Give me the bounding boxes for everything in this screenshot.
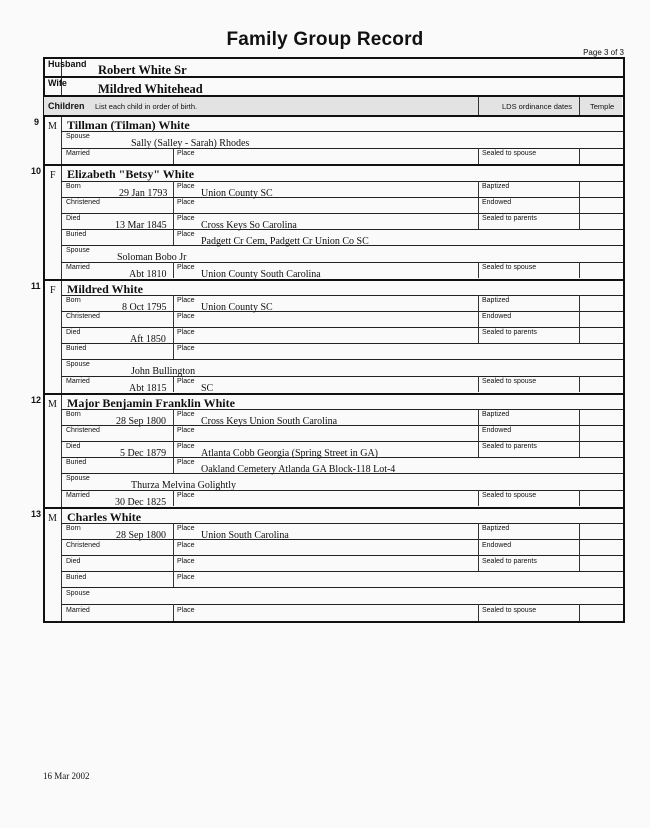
place-divider <box>173 490 174 506</box>
born-label: Born <box>66 411 81 418</box>
child-number: 9 <box>34 117 40 127</box>
place-label: Place <box>177 378 195 385</box>
rule <box>61 425 623 426</box>
buried-place: Oakland Cemetery Atlanda GA Block-118 Lot-4 <box>201 464 396 475</box>
temple-divider <box>579 523 580 571</box>
place-label: Place <box>177 492 195 499</box>
rule <box>61 213 623 214</box>
lds-col-divider <box>478 97 479 115</box>
lds-divider <box>478 490 479 506</box>
married-label: Married <box>66 607 90 614</box>
rule <box>61 409 623 410</box>
rule <box>61 523 623 524</box>
child-name: Mildred White <box>67 282 143 296</box>
rule <box>61 555 623 556</box>
lds-divider <box>478 409 479 457</box>
place-divider <box>173 604 174 621</box>
rule <box>61 457 623 458</box>
died-place: Cross Keys So Carolina <box>201 220 297 231</box>
place-divider <box>173 295 174 359</box>
sealed-spouse-label: Sealed to spouse <box>482 378 537 385</box>
married-label: Married <box>66 378 90 385</box>
place-label: Place <box>177 264 195 271</box>
lds-divider <box>478 181 479 229</box>
child-9-top-rule <box>43 115 623 117</box>
frame-left-border <box>43 57 45 623</box>
spouse-name: Thurza Melvina Golightly <box>131 480 236 491</box>
place-label: Place <box>177 329 195 336</box>
died-date: 5 Dec 1879 <box>120 448 167 459</box>
place-label: Place <box>177 525 195 532</box>
wife-label: Wife <box>48 78 67 88</box>
rule <box>61 587 623 588</box>
rule <box>61 245 623 246</box>
place-divider <box>173 376 174 392</box>
spouse-name: John Bullington <box>131 366 196 377</box>
rule <box>61 441 623 442</box>
sealed-spouse-label: Sealed to spouse <box>482 492 537 499</box>
child-name: Tillman (Tilman) White <box>67 118 190 132</box>
born-place: Cross Keys Union South Carolina <box>201 416 338 427</box>
child-12-top-rule <box>43 393 623 395</box>
footer-date: 16 Mar 2002 <box>43 771 90 781</box>
temple-divider <box>579 181 580 229</box>
baptized-label: Baptized <box>482 183 510 190</box>
spouse-label: Spouse <box>66 133 90 140</box>
place-label: Place <box>177 558 195 565</box>
temple-divider <box>579 409 580 457</box>
place-label: Place <box>177 427 195 434</box>
spouse-name: Sally (Salley - Sarah) Rhodes <box>131 138 250 149</box>
baptized-label: Baptized <box>482 297 510 304</box>
temple-divider <box>579 490 580 506</box>
rule <box>61 327 623 328</box>
endowed-label: Endowed <box>482 542 512 549</box>
page-number: Page 3 of 3 <box>583 48 624 57</box>
rule <box>61 311 623 312</box>
rule <box>61 229 623 230</box>
child-number: 11 <box>31 281 41 291</box>
married-place: SC <box>201 383 214 394</box>
spouse-label: Spouse <box>66 361 90 368</box>
christened-label: Christened <box>66 313 100 320</box>
rule <box>61 343 623 344</box>
married-date: Abt 1810 <box>129 269 167 280</box>
sealed-spouse-label: Sealed to spouse <box>482 150 537 157</box>
rule <box>61 262 623 263</box>
child-sex: M <box>48 399 57 410</box>
spouse-name: Soloman Bobo Jr <box>117 252 187 263</box>
child-10-top-rule <box>43 164 623 166</box>
child-13-top-rule <box>43 507 623 509</box>
married-label: Married <box>66 492 90 499</box>
rule <box>61 571 623 572</box>
child-number: 12 <box>31 395 42 405</box>
child-number: 13 <box>31 509 42 519</box>
place-divider <box>173 181 174 245</box>
died-label: Died <box>66 329 81 336</box>
spouse-label: Spouse <box>66 247 90 254</box>
place-label: Place <box>177 231 195 238</box>
endowed-label: Endowed <box>482 313 512 320</box>
page-title: Family Group Record <box>226 29 424 50</box>
place-label: Place <box>177 607 195 614</box>
rule <box>61 148 623 149</box>
born-label: Born <box>66 525 81 532</box>
place-divider <box>173 148 174 164</box>
lds-divider <box>478 295 479 343</box>
child-11-top-rule <box>43 279 623 281</box>
child-name: Major Benjamin Franklin White <box>67 396 235 410</box>
record-frame <box>31 57 623 623</box>
married-place: Union County South Carolina <box>201 269 321 280</box>
frame-right-border <box>623 57 625 623</box>
place-divider <box>173 409 174 473</box>
child-name: Elizabeth "Betsy" White <box>67 167 195 181</box>
died-date: 13 Mar 1845 <box>115 220 167 231</box>
married-label: Married <box>66 264 90 271</box>
rule <box>61 539 623 540</box>
died-label: Died <box>66 558 81 565</box>
rule <box>61 376 623 377</box>
born-date: 29 Jan 1793 <box>119 188 168 199</box>
frame-bottom-rule <box>43 621 623 623</box>
rule <box>61 490 623 491</box>
wife-top-rule <box>43 76 623 78</box>
sealed-parents-label: Sealed to parents <box>482 215 537 222</box>
christened-label: Christened <box>66 199 100 206</box>
lds-header: LDS ordinance dates <box>502 102 573 111</box>
born-place: Union County SC <box>201 302 273 313</box>
endowed-label: Endowed <box>482 427 512 434</box>
place-label: Place <box>177 199 195 206</box>
sealed-spouse-label: Sealed to spouse <box>482 264 537 271</box>
child-sex: M <box>48 513 57 524</box>
place-divider <box>173 262 174 278</box>
died-label: Died <box>66 215 81 222</box>
temple-divider <box>579 148 580 164</box>
husband-top-rule <box>43 57 623 59</box>
rule <box>61 181 623 182</box>
place-label: Place <box>177 297 195 304</box>
child-sex: F <box>50 285 56 296</box>
born-label: Born <box>66 297 81 304</box>
died-place: Atlanta Cobb Georgia (Spring Street in GA) <box>201 448 379 459</box>
place-label: Place <box>177 574 195 581</box>
place-label: Place <box>177 345 195 352</box>
baptized-label: Baptized <box>482 525 510 532</box>
place-label: Place <box>177 183 195 190</box>
children-instruction: List each child in order of birth. <box>95 102 198 111</box>
wife-name: Mildred Whitehead <box>98 82 203 96</box>
husband-label: Husband <box>48 59 87 69</box>
temple-col-divider <box>579 97 580 115</box>
buried-place: Padgett Cr Cem, Padgett Cr Union Co SC <box>201 236 369 247</box>
born-date: 28 Sep 1800 <box>116 530 166 541</box>
sealed-parents-label: Sealed to parents <box>482 558 537 565</box>
born-date: 28 Sep 1800 <box>116 416 166 427</box>
child-name: Charles White <box>67 510 142 524</box>
place-label: Place <box>177 150 195 157</box>
buried-label: Buried <box>66 574 87 581</box>
endowed-label: Endowed <box>482 199 512 206</box>
christened-label: Christened <box>66 542 100 549</box>
born-place: Union South Carolina <box>201 530 289 541</box>
sealed-parents-label: Sealed to parents <box>482 443 537 450</box>
died-date: Aft 1850 <box>130 334 166 345</box>
temple-divider <box>579 376 580 392</box>
married-date: 30 Dec 1825 <box>115 497 167 508</box>
married-date: Abt 1815 <box>129 383 167 394</box>
children-label: Children <box>48 101 85 111</box>
child-number: 10 <box>31 166 42 176</box>
died-label: Died <box>66 443 81 450</box>
rule <box>61 197 623 198</box>
child-sex: M <box>48 121 57 132</box>
spouse-label: Spouse <box>66 475 90 482</box>
place-label: Place <box>177 313 195 320</box>
place-label: Place <box>177 411 195 418</box>
lds-divider <box>478 376 479 392</box>
sealed-spouse-label: Sealed to spouse <box>482 607 537 614</box>
temple-divider <box>579 262 580 278</box>
husband-name: Robert White Sr <box>98 63 187 77</box>
lds-divider <box>478 262 479 278</box>
place-label: Place <box>177 542 195 549</box>
rule <box>61 295 623 296</box>
temple-divider <box>579 295 580 343</box>
rule <box>61 473 623 474</box>
christened-label: Christened <box>66 427 100 434</box>
lds-divider <box>478 523 479 571</box>
rule <box>61 359 623 360</box>
spouse-label: Spouse <box>66 590 90 597</box>
lds-divider <box>478 148 479 164</box>
rule <box>61 604 623 605</box>
buried-label: Buried <box>66 345 87 352</box>
temple-header: Temple <box>590 102 615 111</box>
baptized-label: Baptized <box>482 411 510 418</box>
born-label: Born <box>66 183 81 190</box>
child-sex: F <box>50 170 56 181</box>
buried-label: Buried <box>66 459 87 466</box>
born-date: 8 Oct 1795 <box>122 302 167 313</box>
sealed-parents-label: Sealed to parents <box>482 329 537 336</box>
married-label: Married <box>66 150 90 157</box>
temple-divider <box>579 604 580 621</box>
place-label: Place <box>177 215 195 222</box>
lds-divider <box>478 604 479 621</box>
born-place: Union County SC <box>201 188 273 199</box>
rule <box>61 131 623 132</box>
place-label: Place <box>177 443 195 450</box>
place-divider <box>173 523 174 587</box>
buried-label: Buried <box>66 231 87 238</box>
place-label: Place <box>177 459 195 466</box>
